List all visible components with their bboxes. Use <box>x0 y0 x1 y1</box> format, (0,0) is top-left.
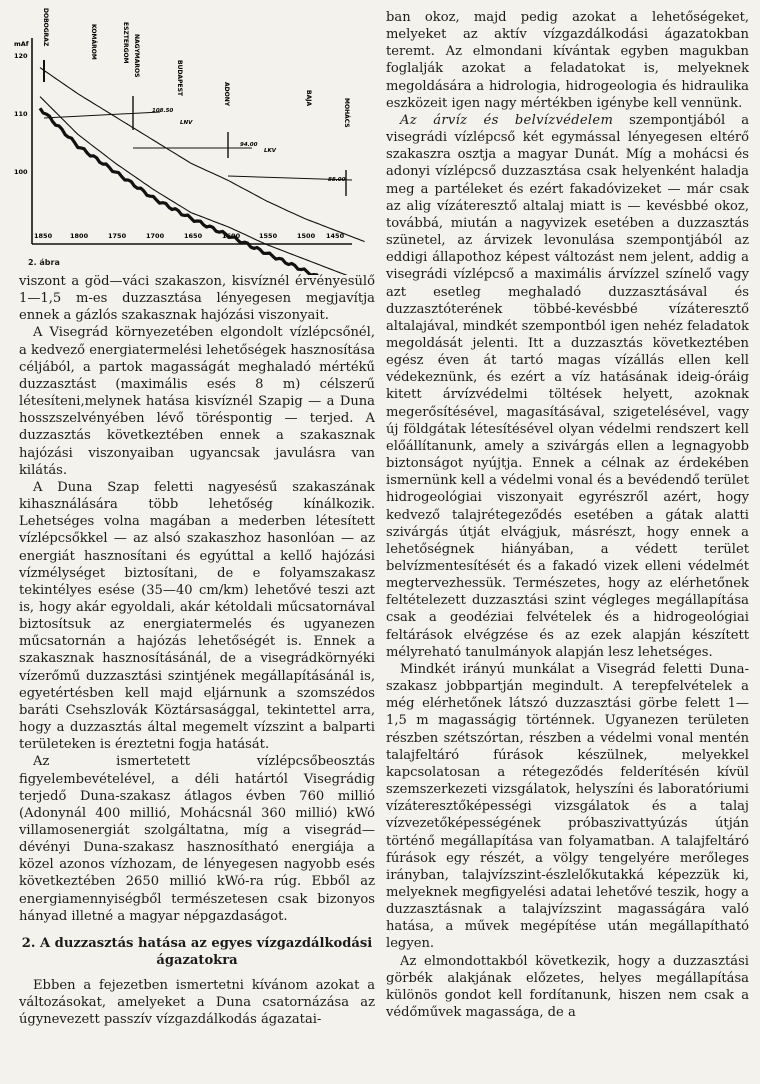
paragraph: viszont a göd—váci szakaszon, kisvíznél érvényesülő 1—1,5 m-es duzzasztása lényegesen megjavítja ennek a gázlós szakasznak hajózási viszonyait. <box>19 274 375 324</box>
x-tick-label: 1750 <box>108 232 127 240</box>
paragraph-text: szempontjából a visegrádi vízlépcső két egymással lényegesen eltérő szakaszra osztja a magyar Dunát. Míg a mohácsi és adonyi vízlépcső duzzasztása csak helyenként haladja meg a partéleket és ezért fakadóvizeket — már csak az alig vízáteresztő altalaj miatt is — kevésbbé okoz, továbbá, miután a nagyvizek esetében a duzzasztás szünetel, az árvizek levonulása szempontjából az eddigi állapothoz képest változást nem jelent, addig a visegrádi vízlépcső a maximális árvízzel színelő vagy azt esetleg meghaladó duzzasztásával és duzzasztóterének többé-kevésbbé vízáteresztő altalajával, mindkét szempontból igen nehéz feladatok megoldását jelenti. Itt a duzzasztás következtében egész éven át tartó magas vízállás ellen kell védekeznünk, és ezért a víz hatásának ideig-óráig kitett árvízvédelmi töltések helyett, azoknak megerősítésével, magasításával, szigetelésével, vagy új földgátak létesítésével olyan védelmi rendszert kell előállítanunk, amely a szivárgás ellen a legnagyobb biztonságot nyújtja. Ennek a célnak az érdekében ismernünk kell a védelmi vonal és a bevédendő terület hidrogeológiai viszonyait egyrészről azért, hogy kedvező talajrétegeződés esetében a gátak alatti szivárgás útját elvágjuk, másrészt, hogy ennek a lehetőségnek hiányában, a védett terület belvízmentesítését és a fakadó vizek elleni védelmét megtervezhessük. Természetes, hogy az elérhetőnek feltételezett duzzasztási szint végleges megállapítása csak a geodéziai felvételek és a hidrogeológiai feltárások elvégzése és az ezek alapján készített mélyreható tanulmányok alapján lesz lehetséges. <box>386 112 749 660</box>
level-annotation: 94.00 <box>240 142 258 148</box>
y-tick-label: 110 <box>14 110 28 118</box>
y-tick-label: 120 <box>14 52 28 60</box>
place-labels <box>42 8 350 128</box>
paragraph: Az ismertetett vízlépcsőbeosztás figyelembevételével, a déli határtól Visegrádig terjedő Duna-szakasz átlagos évben 760 millió (Adonynál 400 millió, Mohácsnál 360 millió) kWó villamosenergiát szolgáltatna, míg a visegrád—dévényi Duna-szakasz hasznosítható energiája a közel azonos vízhozam, de lényegesen nagyobb esés következtében 2650 millió kWó-ra rúg. Ebből az energiamennyiségből természetesen csak bizonyos hányad illetné a magyar népgazdaságot. <box>19 754 375 924</box>
place-label: ADONY <box>223 82 230 107</box>
x-tick-label: 1650 <box>184 232 203 240</box>
x-tick-labels <box>34 232 345 240</box>
place-label: NAGYMAROS <box>133 34 140 78</box>
impoundment-lines <box>44 112 352 180</box>
site-markers <box>44 60 346 196</box>
place-label: KOMÁROM <box>90 24 97 60</box>
paragraph: Mindkét irányú munkálat a Visegrád feletti Duna-szakasz jobbpartján megindult. A terepfelvételek a még elérhetőnek látszó duzzasztási görbe felett 1—1,5 m magasságig történnek. Ugyanezen területen részben szétszórtan, részben a védelmi vonal mentén talajfeltáró fúrások készülnek, melyekkel kapcsolatosan a rétegeződés felderítésén kívül szemszerkezeti vizsgálatok, helyszíni és laboratóriumi vízáteresztőképességi vizsgálatok és a talaj vízvezetőképességének próbaszivattyúzás útján történő megállapítása van folyamatban. A talajfeltáró fúrások egy részét, a völgy tengelyére merőleges irányban, talajvízszint-észlelőkutakká képezzük ki, melyeknek megfigyelési adatai lehetővé teszik, hogy a duzzasztásnak a talajvízszint magasságára való hatása, a művek megépítése után megállapítható legyen. <box>386 661 749 952</box>
left-column <box>19 273 375 1028</box>
right-column <box>386 9 749 1021</box>
level-annotation: 108.50 <box>152 108 174 114</box>
section-heading: 2. A duzzasztás hatása az egyes vízgazdálkodási ágazatokra <box>21 935 373 968</box>
paragraph: A Visegrád környezetében elgondolt vízlépcsőnél, a kedvező energiatermelési lehetőségek hasznosítása céljából, a partok magasságát meghaladó mértékű duzzasztást (maximális esés 8 m) célszerű létesíteni,melynek hatása kisvíznél Szapig — a Duna hosszszelvényében lévő töréspontig — terjed. A duzzasztás következtében ennek a szakasznak hajózási viszonyaiban ugyancsak javulásra van kilátás. <box>19 325 375 478</box>
x-tick-label: 1450 <box>326 232 345 240</box>
paragraph <box>386 112 749 661</box>
level-annotation: 88.00 <box>328 177 346 183</box>
emphasized-term: Az árvíz és belvízvédelem <box>400 112 614 128</box>
series-label-lnv: LNV <box>180 120 193 126</box>
x-tick-label: 1800 <box>70 232 89 240</box>
x-tick-label: 1500 <box>297 232 316 240</box>
series-line-measured-profile <box>40 108 365 275</box>
y-unit-label: mAf <box>14 40 29 48</box>
paragraph: ban okoz, majd pedig azokat a lehetőségeket, melyeket az aktív vízgazdálkodási ágazatokban teremt. Az elmondani kívántak egyben magukban foglalják azokat a feladatokat is, melyeknek megoldására a hidrologia, hidrogeologia és hidraulika eszközeit igen nagy mértékben igénybe kell vennünk. <box>386 10 749 111</box>
paragraph: Az elmondottakból következik, hogy a duzzasztási görbék alakjának előzetes, helyes megállapítása különös gondot kell fordítanunk, hiszen nem csak a védőművek magassága, de a <box>386 953 749 1021</box>
series-label-lkv: LKV <box>264 148 277 154</box>
x-tick-label: 1850 <box>34 232 53 240</box>
place-label: ESZTERGOM <box>122 22 129 64</box>
series-line-lkv <box>40 97 365 275</box>
place-label: BUDAPEST <box>176 60 183 96</box>
x-tick-label: 1600 <box>222 232 241 240</box>
paragraph: A Duna Szap feletti nagyesésű szakaszának kihasználására több lehetőség kínálkozik. Lehetséges volna magában a mederben létesített vízlépcsőkkel — az alsó szakaszhoz hasonlóan — az energiát hasznosítani és egyúttal a kellő hajózási vízmélységet biztosítani, de e folyamszakasz tekintélyes esése (35—40 cm/km) lehetővé teszi azt is, hogy akár egyoldali, akár kétoldali műcsatornával biztosítsuk az energiatermelés és ugyanezen műcsatornán a hajózás lehetőségét is. Ennek a szakasznak hasznosításánál, de a visegrádkörnyéki vízerőmű duzzasztási szintjének megállapításánál is, egyetértésben kell majd eljárnunk a szomszédos baráti Csehszlovák Köztársasággal, tekintettel arra, hogy a duzzasztás által megemelt vízszint a balparti területeken is éreztetni fogja hatását. <box>19 479 375 753</box>
place-label: DOBOGRAZ <box>42 8 49 47</box>
place-label: BAJA <box>305 90 312 107</box>
place-label: MOHÁCS <box>343 98 350 128</box>
x-tick-label: 1700 <box>146 232 165 240</box>
y-tick-label: 100 <box>14 168 28 176</box>
figure-caption: 2. ábra <box>28 258 60 267</box>
x-tick-label: 1550 <box>259 232 278 240</box>
paragraph: Ebben a fejezetben ismertetni kívánom azokat a változásokat, amelyeket a Duna csatornázása az úgynevezett passzív vízgazdálkodás ágazatai- <box>19 977 375 1028</box>
longitudinal-profile-chart <box>0 0 380 275</box>
